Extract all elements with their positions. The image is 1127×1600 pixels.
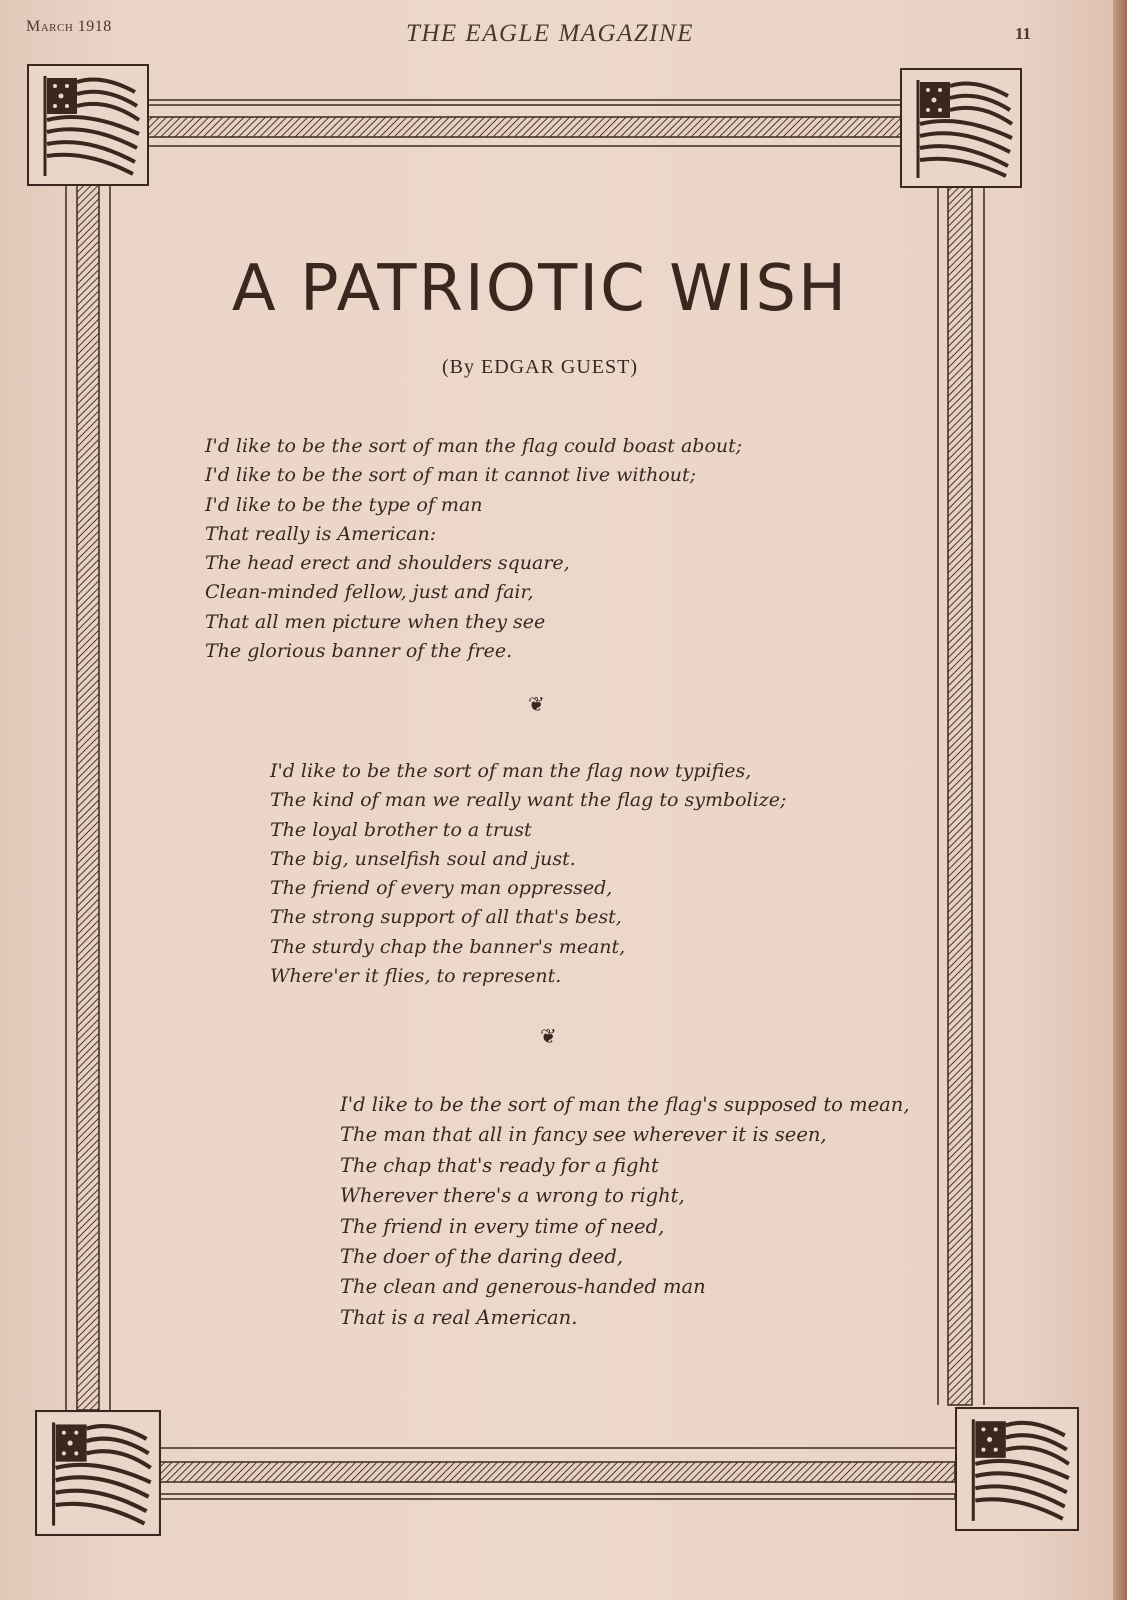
poem-line: Where'er it flies, to represent. — [270, 965, 562, 988]
poem-line: The friend of every man oppressed, — [270, 877, 613, 900]
poem-title: A PATRIOTIC WISH — [231, 252, 849, 326]
american-flag-icon — [27, 64, 149, 186]
poem-line: I'd like to be the sort of man the flag now typifies, — [270, 760, 752, 782]
poem-line: The glorious banner of the free. — [205, 640, 513, 663]
stanza-2 — [270, 757, 786, 991]
issue-date: March 1918 — [26, 18, 112, 35]
poem-line: The strong support of all that's best, — [270, 906, 622, 929]
page-number: 11 — [1015, 24, 1032, 43]
poem-line: The sturdy chap the banner's meant, — [270, 935, 626, 958]
poem-line: I'd like to be the sort of man the flag's supposed to mean, — [340, 1093, 910, 1116]
poem-line: The loyal brother to a trust — [270, 818, 532, 841]
poem-line: I'd like to be the type of man — [205, 493, 483, 516]
poem-line: That really is American: — [205, 522, 437, 545]
poem-line: That is a real American. — [340, 1305, 578, 1329]
poem-byline: (By EDGAR GUEST) — [442, 356, 638, 378]
poem-line: The kind of man we really want the flag to symbolize; — [270, 789, 787, 812]
magazine-title: THE EAGLE MAGAZINE — [405, 20, 695, 47]
poem-line: The big, unselfish soul and just. — [270, 847, 576, 870]
poem-line: The clean and generous-handed man — [340, 1275, 706, 1299]
poem-line: The chap that's ready for a fight — [340, 1153, 659, 1177]
american-flag-icon — [900, 68, 1022, 188]
poem-line: I'd like to be the sort of man it cannot live without; — [205, 464, 697, 487]
poem-line: Clean-minded fellow, just and fair, — [205, 581, 534, 604]
poem-line: That all men picture when they see — [205, 610, 546, 633]
stanza-ornament: ❦ — [528, 692, 545, 716]
american-flag-icon — [955, 1406, 1079, 1532]
poem-line: The doer of the daring deed, — [340, 1244, 624, 1268]
stanza-1 — [205, 432, 742, 666]
poem-line: I'd like to be the sort of man the flag could boast about; — [205, 435, 743, 457]
american-flag-icon — [35, 1410, 161, 1536]
stanza-ornament: ❦ — [540, 1024, 557, 1048]
poem-line: The man that all in fancy see wherever it is seen, — [340, 1123, 827, 1147]
poem-line: The friend in every time of need, — [340, 1214, 665, 1238]
poem-line: The head erect and shoulders square, — [205, 552, 570, 575]
stanza-3 — [340, 1090, 910, 1333]
poem-line: Wherever there's a wrong to right, — [340, 1184, 685, 1208]
